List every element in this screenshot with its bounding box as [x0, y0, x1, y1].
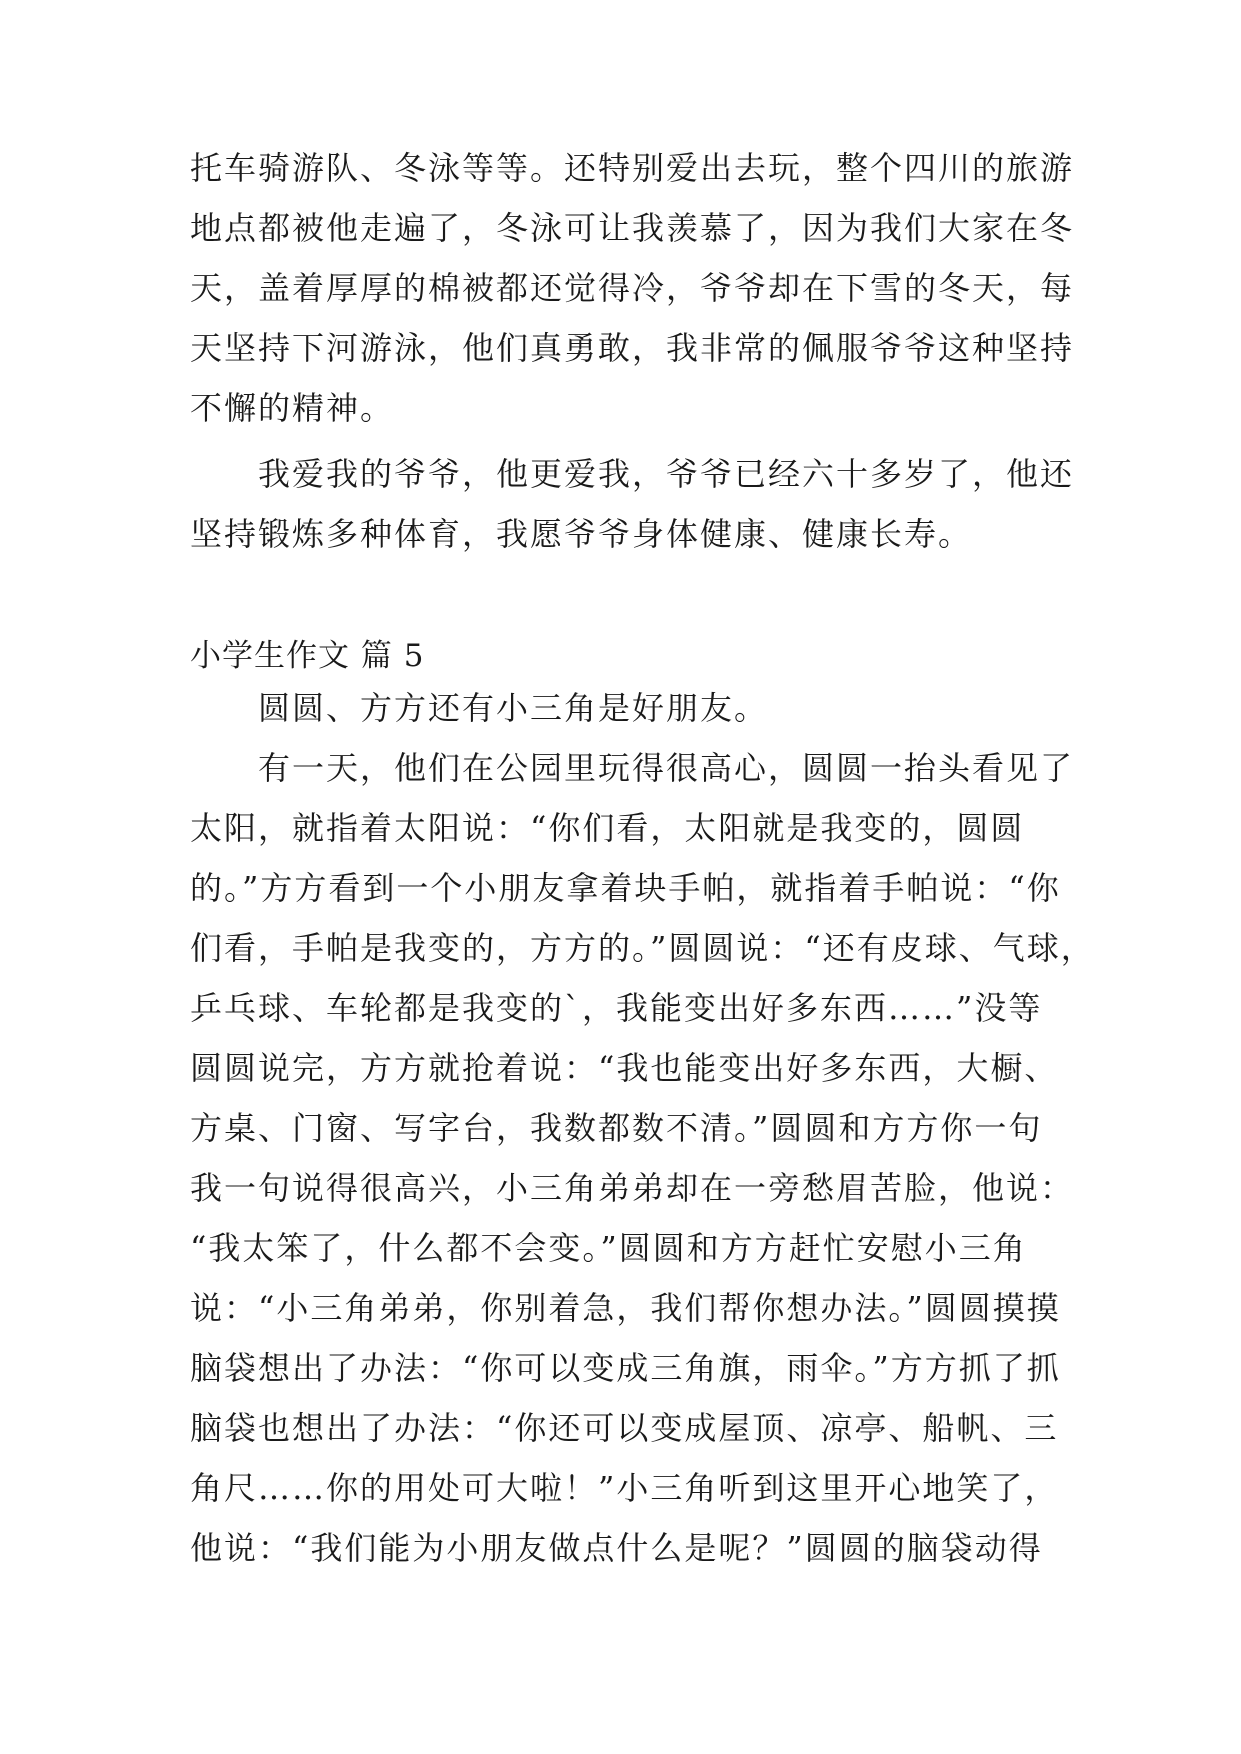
text-line: 们看，手帕是我变的，方方的。”圆圆说：“还有皮球、气球，: [190, 929, 1095, 967]
paragraph-friends-intro: [190, 678, 1050, 738]
paragraph-grandpa-hobbies: [190, 138, 1075, 438]
text-line: 的。”方方看到一个小朋友拿着块手帕，就指着手帕说：“你: [190, 869, 1061, 907]
text-line: 太阳，就指着太阳说：“你们看，太阳就是我变的，圆圆: [190, 809, 1025, 847]
text-line: 不懈的精神。: [190, 389, 395, 427]
text-line: 我一句说得很高兴，小三角弟弟却在一旁愁眉苦脸，他说：: [190, 1169, 1075, 1207]
section-title: 小学生作文 篇 5: [190, 638, 425, 674]
text-line: 坚持锻炼多种体育，我愿爷爷身体健康、健康长寿。: [190, 515, 973, 553]
text-line: 天，盖着厚厚的棉被都还觉得冷，爷爷却在下雪的冬天，每: [190, 269, 1075, 307]
text-line: 乒乓球、车轮都是我变的`，我能变出好多东西……”没等: [190, 989, 1043, 1027]
text-line: 脑袋也想出了办法：“你还可以变成屋顶、凉亭、船帆、三: [190, 1409, 1059, 1447]
text-line: 脑袋想出了办法：“你可以变成三角旗，雨伞。”方方抓了抓: [190, 1349, 1061, 1387]
text-line: 托车骑游队、冬泳等等。还特别爱出去玩，整个四川的旅游: [190, 149, 1075, 187]
text-line: 天坚持下河游泳，他们真勇敢，我非常的佩服爷爷这种坚持: [190, 329, 1075, 367]
text-line: “我太笨了，什么都不会变。”圆圆和方方赶忙安慰小三角: [190, 1229, 1027, 1267]
text-line: 地点都被他走遍了，冬泳可让我羡慕了，因为我们大家在冬: [190, 209, 1075, 247]
section-heading: [190, 626, 1050, 686]
paragraph-story-body: [190, 738, 1095, 1578]
text-line: 他说：“我们能为小朋友做点什么是呢？”圆圆的脑袋动得: [190, 1529, 1043, 1567]
text-line: 方桌、门窗、写字台，我数都数不清。”圆圆和方方你一句: [190, 1109, 1043, 1147]
paragraph-love-grandpa: [190, 444, 1075, 564]
text-line: 圆圆说完，方方就抢着说：“我也能变出好多东西，大橱、: [190, 1049, 1059, 1087]
text-line: 我爱我的爷爷，他更爱我，爷爷已经六十多岁了，他还: [258, 455, 1075, 493]
text-line: 角尺……你的用处可大啦！”小三角听到这里开心地笑了，: [190, 1469, 1059, 1507]
text-line: 圆圆、方方还有小三角是好朋友。: [258, 689, 769, 727]
text-line: 有一天，他们在公园里玩得很高心，圆圆一抬头看见了: [258, 749, 1075, 787]
text-line: 说：“小三角弟弟，你别着急，我们帮你想办法。”圆圆摸摸: [190, 1289, 1061, 1327]
